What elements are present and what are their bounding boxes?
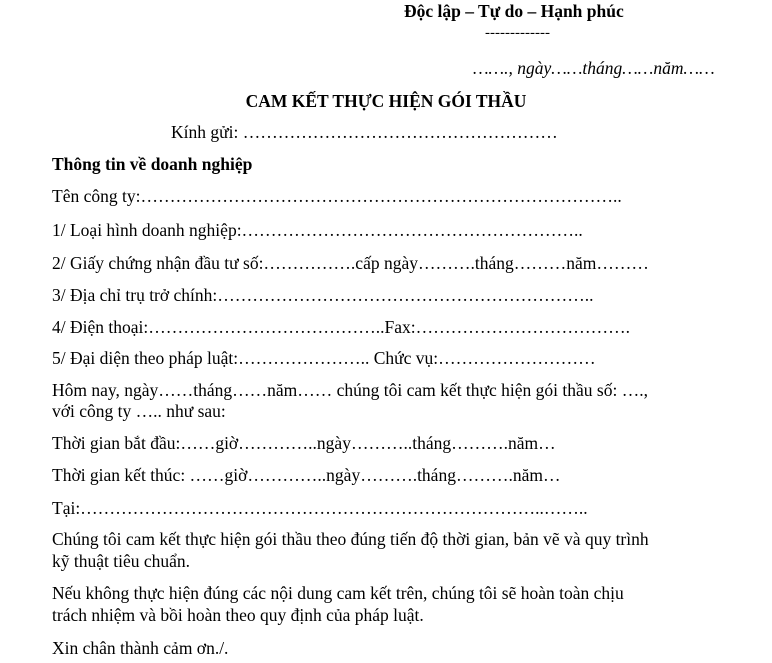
company-section-heading: Thông tin về doanh nghiệp [52, 154, 253, 174]
investment-certificate-field: 2/ Giấy chứng nhận đầu tư số:…………….cấp ngày……….tháng………năm……… [52, 253, 649, 273]
recipient-line: Kính gửi: ……………………………………………… [171, 122, 558, 142]
pledge-line-1: Chúng tôi cam kết thực hiện gói thầu theo đúng tiến độ thời gian, bản vẽ và quy trình [52, 529, 649, 549]
motto-separator: ------------- [485, 25, 550, 41]
phone-fax-field: 4/ Điện thoại:…………………………………..Fax:………………………………. [52, 317, 630, 337]
national-motto: Độc lập – Tự do – Hạnh phúc [404, 1, 624, 21]
location-field: Tại:……………………………………………………………………..…….. [52, 498, 588, 518]
commitment-intro-line-1: Hôm nay, ngày……tháng……năm…… chúng tôi cam kết thực hiện gói thầu số: …., [52, 380, 648, 400]
liability-line-2: trách nhiệm và bồi hoàn theo quy định của pháp luật. [52, 605, 424, 625]
closing-thanks: Xin chân thành cảm ơn./. [52, 638, 229, 658]
company-name-field: Tên công ty:……………………………………………………………………….. [52, 186, 622, 206]
commitment-intro-line-2: với công ty ….. như sau: [52, 401, 226, 421]
headquarters-address-field: 3/ Địa chỉ trụ trở chính:……………………………………………………….. [52, 285, 594, 305]
document-title: CAM KẾT THỰC HIỆN GÓI THẦU [245, 91, 527, 111]
business-type-field: 1/ Loại hình doanh nghiệp:………………………………………………….. [52, 220, 583, 240]
legal-representative-field: 5/ Đại diện theo pháp luật:………………….. Chức vụ:……………………… [52, 348, 596, 368]
end-time-field: Thời gian kết thúc: ……giờ…………..ngày……….tháng……….năm… [52, 465, 561, 485]
liability-line-1: Nếu không thực hiện đúng các nội dung cam kết trên, chúng tôi sẽ hoàn toàn chịu [52, 583, 624, 603]
start-time-field: Thời gian bắt đầu:……giờ…………..ngày………..tháng……….năm… [52, 433, 556, 453]
pledge-line-2: kỹ thuật tiêu chuẩn. [52, 551, 191, 571]
date-place-line: ……., ngày……tháng……năm…… [473, 58, 715, 78]
